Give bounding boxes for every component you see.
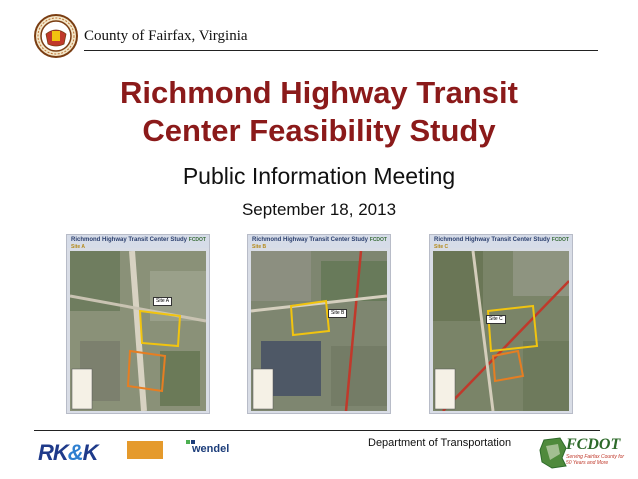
map-title: Richmond Highway Transit Center Study xyxy=(434,237,551,243)
site-b-map xyxy=(247,234,391,414)
aerial-image-site-a xyxy=(70,251,206,411)
fcdot-county-outline-icon xyxy=(538,436,568,470)
title-line-2: Center Feasibility Study xyxy=(142,113,496,148)
map-title: Richmond Highway Transit Center Study xyxy=(252,237,369,243)
title-line-1: Richmond Highway Transit xyxy=(120,75,518,110)
map-logo: FCDOT xyxy=(551,237,569,243)
partner-logo xyxy=(127,441,163,459)
site-a-map xyxy=(66,234,210,414)
meeting-date: September 18, 2013 xyxy=(241,200,397,219)
site-label: Site A xyxy=(153,297,172,306)
map-title: Richmond Highway Transit Center Study xyxy=(71,237,188,243)
site-label: Site B xyxy=(328,309,347,318)
page-title xyxy=(60,74,578,150)
aerial-image-site-c xyxy=(433,251,569,411)
map-site-label: Site C xyxy=(434,244,449,250)
footer-divider xyxy=(34,430,600,431)
map-logo: FCDOT xyxy=(188,237,206,243)
aerial-image-site-b xyxy=(251,251,387,411)
rkk-logo-amp: & xyxy=(67,440,83,465)
rkk-logo-text-1: RK xyxy=(38,440,68,465)
fcdot-logo: FCDOT xyxy=(566,436,621,453)
header-divider xyxy=(84,50,598,51)
subtitle: Public Information Meeting xyxy=(182,163,456,189)
fcdot-tagline: Serving Fairfax County for 50 Years and More xyxy=(566,454,625,466)
map-site-label: Site A xyxy=(71,244,85,250)
site-c-map xyxy=(429,234,573,414)
county-name: County of Fairfax, Virginia xyxy=(84,28,248,44)
rkk-logo xyxy=(38,440,98,466)
fairfax-county-seal-icon xyxy=(34,14,78,58)
map-logo: FCDOT xyxy=(369,237,387,243)
map-site-label: Site B xyxy=(252,244,267,250)
rkk-logo-text-2: K xyxy=(82,440,98,465)
site-label: Site C xyxy=(486,315,506,324)
department-name: Department of Transportation xyxy=(368,437,512,449)
wendel-logo: wendel xyxy=(192,443,230,455)
